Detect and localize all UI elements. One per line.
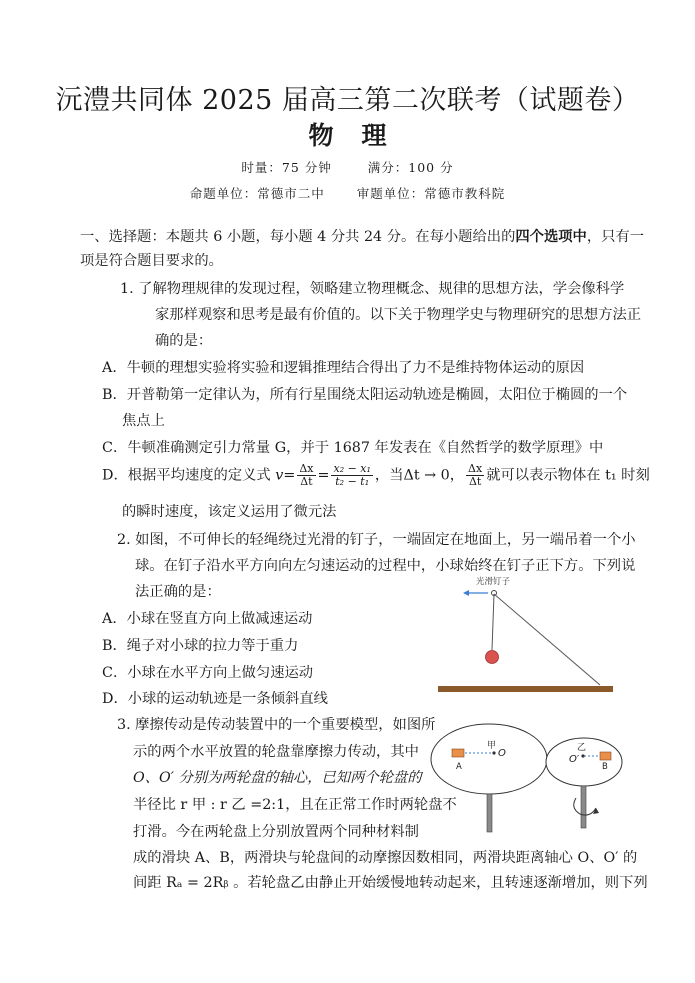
q3-stem-line5: 打滑。今在两轮盘上分别放置两个同种材料制 (133, 824, 419, 840)
q1-d-mid: ，当Δt → 0， (374, 467, 465, 484)
q3-stem-line6: 成的滑块 A、B，两滑块与轮盘间的动摩擦因数相同，两滑块距离轴心 O、O′ 的 (133, 850, 638, 866)
q1-option-b: B．开普勒第一定律认为，所有行星围绕太阳运动轨迹是椭圆，太阳位于椭圆的一个 (102, 387, 628, 403)
q2-option-b: B．绳子对小球的拉力等于重力 (102, 638, 299, 654)
time-label: 时量：75 分钟 (241, 160, 332, 175)
label-jia: 甲 (487, 741, 497, 751)
q2-option-c: C．小球在水平方向上做匀速运动 (102, 665, 314, 681)
q1-d-frac1: $\frac{\Delta x}{\Delta t}$ (299, 462, 314, 488)
shaft-jia (487, 794, 492, 832)
section-heading-bold: 四个选项中 (515, 229, 587, 245)
q1-d-eq2: = (317, 467, 330, 484)
section-heading-line2: 项是符合题目要求的。 (80, 253, 223, 269)
q2-option-d: D．小球的运动轨迹是一条倾斜直线 (102, 691, 328, 707)
q2-rope-vertical (492, 594, 494, 650)
slider-a (452, 749, 464, 757)
q2-stem-line1: 2. 如图，不可伸长的轻绳绕过光滑的钉子，一端固定在地面上，另一端吊着一个小 (117, 532, 636, 548)
setter-label: 命题单位：常德市二中 (189, 186, 325, 201)
q2-ground (438, 686, 613, 692)
label-o2: O′ (569, 754, 580, 765)
q1-d-eq: = (283, 467, 296, 484)
q2-stem-line3: 法正确的是： (135, 584, 221, 600)
q1-d-post: 就可以表示物体在 t₁ 时刻 (486, 467, 650, 484)
q3-figure (430, 722, 630, 834)
q3-stem-line4: 半径比 r 甲 : r 乙 =2:1，且在正常工作时两轮盘不 (133, 797, 457, 813)
label-yi: 乙 (577, 743, 587, 753)
units-line (0, 184, 695, 202)
q3-stem-line7: 间距 Rₐ = 2Rᵦ 。若轮盘乙由静止开始缓慢地转动起来，且转速逐渐增加，则下列 (133, 875, 648, 891)
label-a: A (456, 762, 462, 772)
q2-rope-diagonal (494, 594, 600, 685)
q1-stem-line3: 确的是： (155, 333, 213, 349)
exam-title: 沅澧共同体 2025 届高三第二次联考（试题卷） (55, 85, 640, 116)
q2-arrow-head (463, 590, 469, 596)
q1-option-c: C．牛顿准确测定引力常量 G，并于 1687 年发表在《自然哲学的数学原理》中 (102, 440, 604, 456)
section-heading-post: ，只有一 (586, 229, 645, 245)
q3-stem-line2: 示的两个水平放置的轮盘靠摩擦力传动，其中 (133, 744, 419, 760)
q2-stem-line2: 球。在钉子沿水平方向向左匀速运动的过程中，小球始终在钉子正下方。下列说 (135, 558, 636, 574)
q2-fig-label: 光滑钉子 (476, 577, 511, 587)
subject-title: 物理 (308, 121, 415, 150)
reviewer-label: 审题单位：常德市教科院 (356, 186, 506, 201)
q1-option-d (102, 463, 650, 488)
q1-d-v: v (275, 467, 284, 484)
q1-option-d-cont: 的瞬时速度，该定义运用了微元法 (122, 504, 337, 520)
q2-figure (430, 572, 620, 697)
q1-d-frac2: $\frac{\text{x₂ − x₁}}{\text{t₂ − t₁}}$ (333, 462, 371, 488)
q1-option-a: A．牛顿的理想实验将实验和逻辑推理结合得出了力不是维持物体运动的原因 (102, 360, 585, 376)
q2-ball (486, 651, 499, 664)
shaft-yi (581, 786, 586, 828)
q1-d-pre: D．根据平均速度的定义式 (102, 467, 271, 484)
section-heading-line1 (80, 227, 644, 247)
slider-b (600, 752, 611, 760)
q1-stem-line1: 1. 了解物理规律的发现过程，领略建立物理概念、规律的思想方法，学会像科学 (120, 281, 625, 297)
time-score-line (0, 158, 695, 176)
label-o: O (498, 748, 506, 759)
wheel-jia (431, 724, 547, 794)
label-b: B (602, 762, 608, 772)
axis-o2 (581, 754, 584, 757)
q1-stem-line2: 家那样观察和思考是最有价值的。以下关于物理学史与物理研究的思想方法正 (155, 307, 642, 323)
axis-o (492, 751, 495, 754)
section-heading-pre: 一、选择题：本题共 6 小题，每小题 4 分共 24 分。在每小题给出的 (80, 229, 516, 245)
q3-stem-line1: 3. 摩擦传动是传动装置中的一个重要模型，如图所 (117, 717, 436, 733)
q1-d-frac3: $\frac{\Delta x}{\Delta t}$ (468, 462, 483, 488)
score-label: 满分：100 分 (367, 160, 454, 175)
q1-option-b-cont: 焦点上 (122, 413, 165, 429)
q2-option-a: A．小球在竖直方向上做减速运动 (102, 611, 313, 627)
q3-stem-line3: O、O′ 分别为两轮盘的轴心，已知两个轮盘的 (133, 770, 422, 786)
